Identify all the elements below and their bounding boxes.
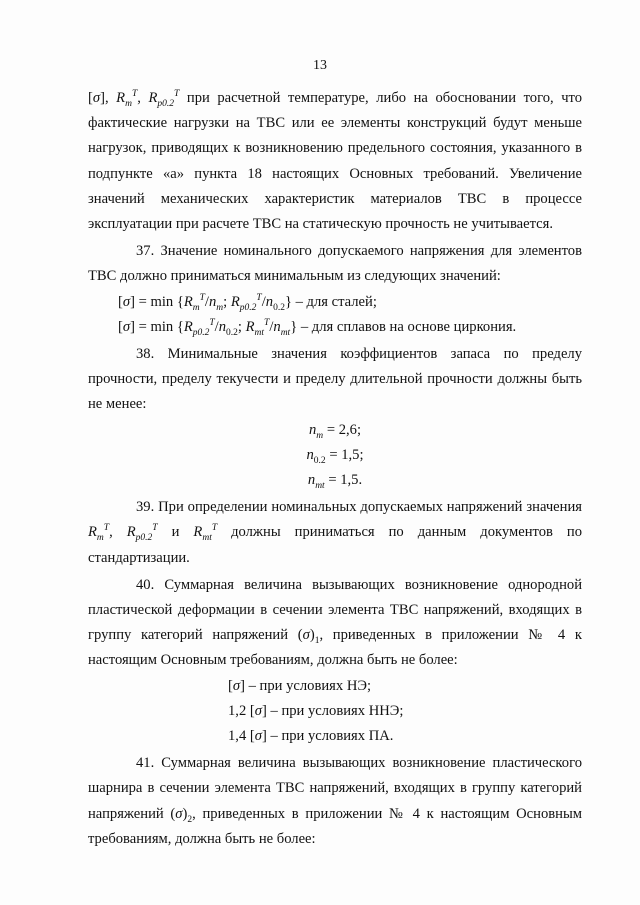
condition-nne-text: – при условиях ННЭ;	[266, 702, 404, 719]
formula-steel: $[\sigma] = \min \{R_m^T/n_m$; $R_{p0.2}^T/n_{0.2}$} – для сталей;	[118, 292, 377, 313]
item-40-paragraph: 40. Суммарная величина вызывающих возникновение однородной пластической деформации в сечении элемента ТВС напряжений, входящих в группу категорий напряжений $(\sigma)_1$, приведенных в приложении № 4 к настоящим Основным требованиям, должна быть не более:	[88, 576, 582, 669]
coef-n02: $n_{0.2} = 1,5$;	[306, 446, 364, 466]
rp02-symbol: $R_{p0.2}^T$	[148, 89, 180, 109]
document-body	[88, 86, 582, 852]
formula-zirconium-suffix: – для сплавов на основе циркония.	[297, 318, 517, 335]
item-40-text-a: 40. Суммарная величина вызывающих возникновение однородной пластической деформации в сечении элемента ТВС напряжений, входящих в группу категорий напряжений	[88, 576, 582, 644]
item-41-text-a: 41. Суммарная величина вызывающих возникновение пластического шарнира в сечении элемента ТВС напряжений, входящих в группу категорий напряжений	[88, 755, 582, 822]
condition-pa-text: – при условиях ПА.	[266, 728, 394, 745]
sigma-symbol: [σ]	[88, 90, 105, 106]
continuation-paragraph: [σ], $R_m^T$, $R_{p0.2}^T$ при расчетной температуре, либо на обосновании того, что фактические нагрузки на ТВС или ее элементы конструкций будут меньше нагрузок, приводящих к возникновению предельного состояния, указанного в подпункте «а» пункта 18 настоящих Основных требований. Увеличение значений механических характеристик материалов ТВС в процессе эксплуатации при расчете ТВС на статическую прочность не учитывается.	[88, 89, 583, 233]
formula-steel-suffix: – для сталей;	[291, 293, 377, 310]
coef-nmt-value: 1,5.	[340, 472, 363, 489]
condition-pa-coef: 1,4	[228, 728, 250, 745]
coef-nm: $n_m = 2,6$;	[309, 421, 361, 441]
item-39-paragraph: 39. При определении номинальных допускаемых напряжений значения $R_m^T$, $R_{p0.2}^T$ и $R_{mt}^T$ должны приниматься по данным документов по стандартизации.	[88, 499, 583, 566]
item-41-text-b: , приведенных в приложении № 4 к настоящим Основным требованиям, должна быть не более:	[88, 805, 582, 847]
coef-nmt: $n_{mt} = 1,5$.	[307, 472, 363, 491]
item-38-paragraph: 38. Минимальные значения коэффициентов запаса по пределу прочности, пределу текучести и пределу длительной прочности должны быть не менее:	[88, 346, 582, 413]
formula-zirconium: $[\sigma] = \min \{R_{p0.2}^T/n_{0.2}$; $R_{mt}^T/n_{mt}$} – для сплавов на основе циркония.	[118, 317, 517, 338]
condition-ne: [σ] – при условиях НЭ;	[228, 677, 372, 694]
page-number: 13	[313, 58, 327, 73]
rm-symbol: $R_m^T$	[116, 89, 138, 109]
continuation-text: при расчетной температуре, либо на обосновании того, что фактические нагрузки на ТВС или ее элементы конструкций будут меньше нагрузок, приводящих к возникновению предельного состояния, указанного в подпункте «а» пункта 18 настоящих Основных требований. Увеличение значений механических характеристик материалов ТВС в процессе эксплуатации при расчете ТВС на статическую прочность не учитывается.	[88, 90, 583, 233]
condition-ne-text: – при условиях НЭ;	[244, 677, 372, 694]
item-39-prefix: 39. При определении номинальных допускаемых напряжений значения	[136, 499, 582, 516]
item-37-paragraph: 37. Значение номинального допускаемого напряжения для элементов ТВС должно приниматься минимальным из следующих значений:	[88, 243, 582, 285]
coef-nm-value: 2,6;	[338, 421, 361, 438]
coef-n02-value: 1,5;	[341, 446, 364, 463]
item-39-suffix: должны приниматься по данным документов по стандартизации.	[88, 524, 583, 566]
item-41-paragraph: 41. Суммарная величина вызывающих возникновение пластического шарнира в сечении элемента ТВС напряжений, входящих в группу категорий напряжений $(\sigma)_2$, приведенных в приложении № 4 к настоящим Основным требованиям, должна быть не более:	[88, 755, 582, 847]
condition-nne: 1,2 [σ] – при условиях ННЭ;	[228, 702, 404, 719]
condition-nne-coef: 1,2	[228, 702, 250, 719]
condition-pa: 1,4 [σ] – при условиях ПА.	[228, 728, 394, 745]
item-40-text-b: , приведенных в приложении № 4 к настоящим Основным требованиям, должна быть не более:	[88, 627, 582, 669]
